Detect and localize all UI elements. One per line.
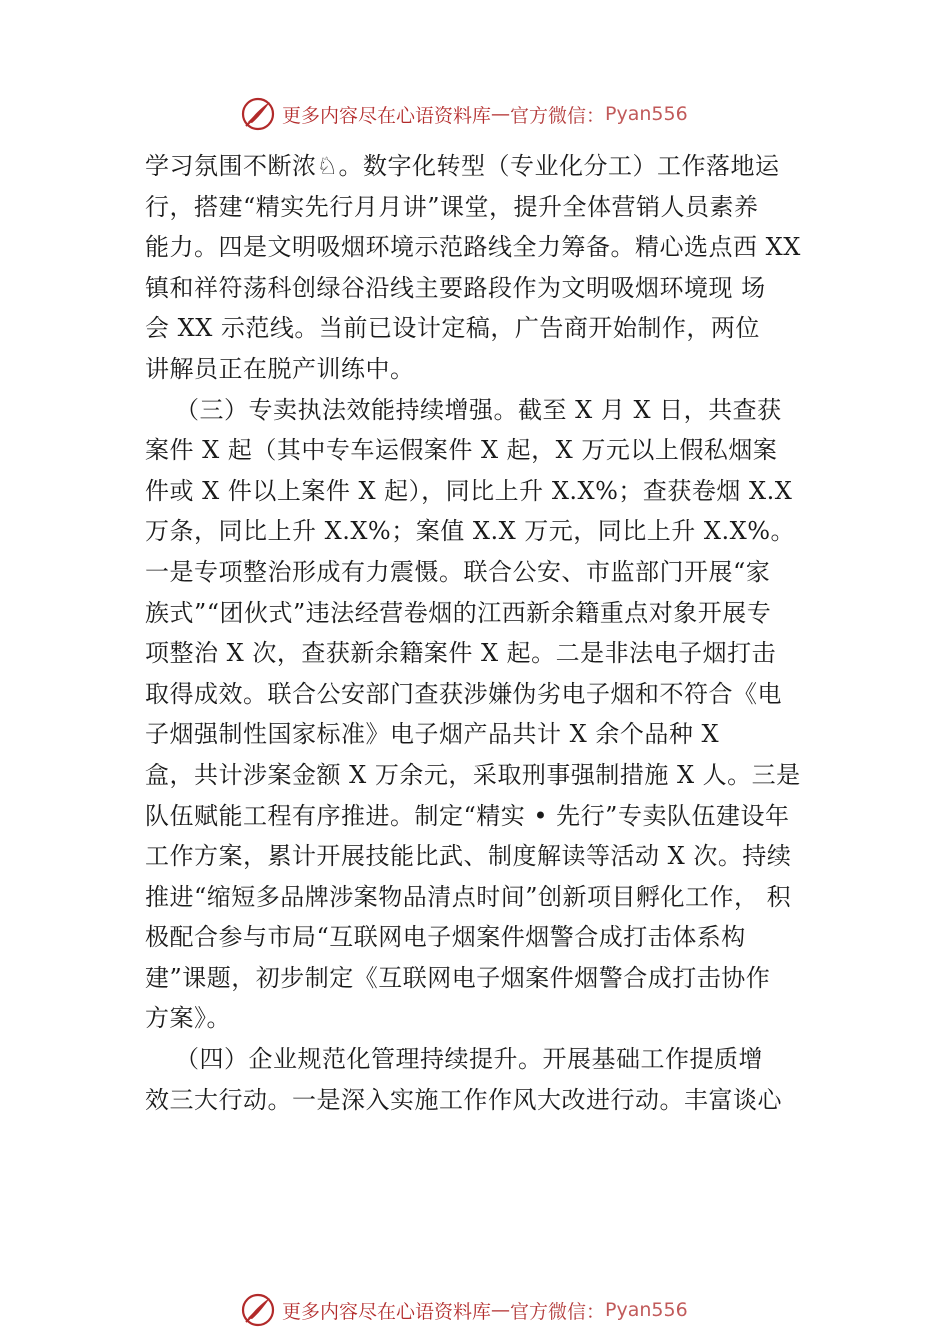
footer-watermark — [240, 1290, 760, 1330]
watermark-wechat-label: 官方微信： — [510, 104, 606, 127]
header-watermark — [240, 94, 760, 134]
body-line: 族式”“团伙式”违法经营卷烟的江西新余籍重点对象开展专 — [145, 598, 772, 627]
feather-logo-icon — [240, 1292, 276, 1328]
body-line: 万条，同比上升 X.X%；案值 X.X 万元，同比上升 X.X%。 — [145, 517, 796, 546]
section-heading-line: （四）企业规范化管理持续提升。开展基础工作提质增 — [175, 1045, 763, 1074]
body-line: 盒，共计涉案金额 X 万余元，采取刑事强制措施 X 人。三是 — [145, 760, 801, 789]
body-line: 学习氛围不断浓♘。数字化转型（专业化分工）工作落地运 — [145, 152, 780, 180]
watermark-account: Pyan556 — [605, 1299, 688, 1321]
body-line: 极配合参与市局“互联网电子烟案件烟警合成打击体系构 — [145, 923, 746, 952]
watermark-separator: — — [491, 1299, 511, 1321]
body-line: 能力。四是文明吸烟环境示范路线全力筹备。精心选点西 XX — [145, 233, 801, 262]
body-line: 方案》。 — [145, 1004, 231, 1033]
body-line: 行，搭建“精实先行月月讲”课堂，提升全体营销人员素养 — [145, 192, 759, 221]
section-heading-line: （三）专卖执法效能持续增强。截至 X 月 X 日，共查获 — [175, 395, 782, 424]
watermark-site-text: 更多内容尽在心语资料库 — [282, 1300, 492, 1323]
watermark-separator: — — [491, 103, 511, 125]
body-line: 讲解员正在脱产训练中。 — [145, 354, 415, 383]
body-line: 取得成效。联合公安部门查获涉嫌伪劣电子烟和不符合《电 — [145, 679, 782, 708]
body-line: 会 XX 示范线。当前已设计定稿，广告商开始制作，两位 — [145, 314, 760, 343]
body-line: 项整治 X 次，查获新余籍案件 X 起。二是非法电子烟打击 — [145, 639, 777, 668]
body-line: 建”课题，初步制定《互联网电子烟案件烟警合成打击协作 — [145, 963, 771, 992]
body-line: 效三大行动。一是深入实施工作作风大改进行动。丰富谈心 — [145, 1085, 782, 1114]
feather-logo-icon — [240, 96, 276, 132]
body-line: 推进“缩短多品牌涉案物品清点时间”创新项目孵化工作， 积 — [145, 882, 792, 911]
body-line: 工作方案，累计开展技能比武、制度解读等活动 X 次。持续 — [145, 842, 792, 871]
watermark-account: Pyan556 — [605, 103, 688, 125]
body-line: 案件 X 起（其中专车运假案件 X 起，X 万元以上假私烟案 — [145, 436, 778, 465]
body-line: 一是专项整治形成有力震慑。联合公安、市监部门开展“家 — [145, 557, 771, 586]
document-body — [145, 146, 825, 1120]
body-line: 队伍赋能工程有序推进。制定“精实 • 先行”专卖队伍建设年 — [145, 801, 790, 830]
body-line: 镇和祥符荡科创绿谷沿线主要路段作为文明吸烟环境现 场 — [145, 273, 766, 302]
watermark-site-text: 更多内容尽在心语资料库 — [282, 104, 492, 127]
watermark-wechat-label: 官方微信： — [510, 1300, 606, 1323]
body-line: 件或 X 件以上案件 X 起），同比上升 X.X%；查获卷烟 X.X — [145, 476, 793, 505]
body-line: 子烟强制性国家标准》电子烟产品共计 X 余个品种 X — [145, 720, 720, 749]
